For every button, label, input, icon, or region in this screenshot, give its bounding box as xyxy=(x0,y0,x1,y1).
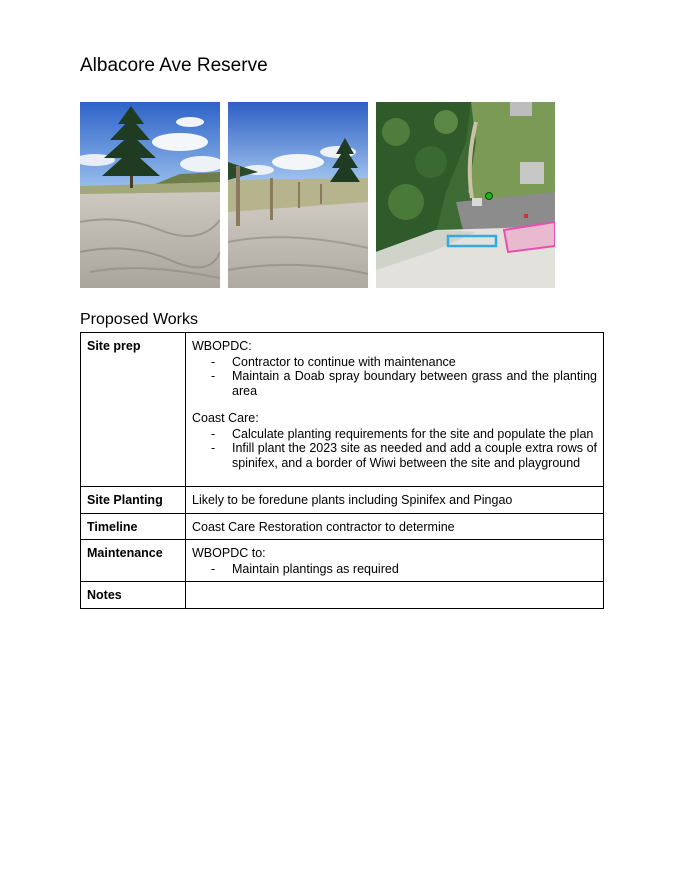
list-item: - Maintain plantings as required xyxy=(211,562,597,577)
proposed-works-table xyxy=(80,332,604,609)
table-row xyxy=(81,540,604,582)
table-row xyxy=(81,582,604,609)
wbopdc-list xyxy=(192,355,597,399)
coast-care-heading: Coast Care: xyxy=(192,411,259,425)
maintenance-label: Maintenance xyxy=(81,540,186,582)
site-prep-content xyxy=(186,333,604,487)
timeline-text: Coast Care Restoration contractor to determine xyxy=(186,513,604,540)
list-item: - Maintain a Doab spray boundary between grass and the planting area xyxy=(211,369,597,398)
site-planting-text: Likely to be foredune plants including Spinifex and Pingao xyxy=(186,487,604,514)
beach-pine-tree-photo xyxy=(80,102,220,288)
timeline-label: Timeline xyxy=(81,513,186,540)
list-item: - Calculate planting requirements for the site and populate the plan xyxy=(211,427,597,442)
notes-text xyxy=(186,582,604,609)
table-row xyxy=(81,333,604,487)
table-row xyxy=(81,513,604,540)
wbopdc-heading: WBOPDC: xyxy=(192,339,252,353)
section-title: Proposed Works xyxy=(80,311,198,328)
list-item: - Contractor to continue with maintenance xyxy=(211,355,597,370)
page-title: Albacore Ave Reserve xyxy=(80,55,268,76)
maintenance-content xyxy=(186,540,604,582)
table-row xyxy=(81,487,604,514)
list-item: - Infill plant the 2023 site as needed and add a couple extra rows of spinifex, and a border of Wiwi between the site and playground xyxy=(211,441,597,470)
site-planting-label: Site Planting xyxy=(81,487,186,514)
site-prep-label: Site prep xyxy=(81,333,186,487)
maintenance-heading: WBOPDC to: xyxy=(192,546,266,560)
maintenance-list xyxy=(192,562,597,577)
notes-label: Notes xyxy=(81,582,186,609)
dune-path-photo xyxy=(228,102,368,288)
coast-care-list xyxy=(192,427,597,471)
aerial-site-map xyxy=(376,102,555,288)
